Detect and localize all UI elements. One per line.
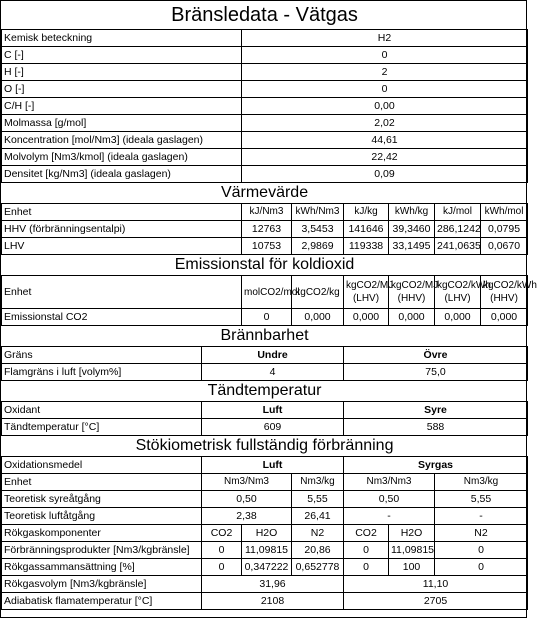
section-title-ignition: Tändtemperatur xyxy=(2,381,528,402)
section-title-heat: Värmevärde xyxy=(2,183,528,204)
section-title-emission: Emissionstal för koldioxid xyxy=(2,255,528,276)
stoich-air-need-row: Teoretisk luftåtgång 2,38 26,41 - - xyxy=(2,508,528,525)
flammability-row: Flamgräns i luft [volym%] 4 75,0 xyxy=(2,364,528,381)
emission-unit-row: Enhet molCO2/mol kgCO2/kg kgCO2/MJ (LHV) kgCO2/MJ (HHV) kgCO2/kWh (LHV) kgCO2/kWh (HHV) xyxy=(2,276,528,309)
heat-unit-row: Enhet kJ/Nm3 kWh/Nm3 kJ/kg kWh/kg kJ/mol kWh/mol xyxy=(2,204,528,221)
section-title-stoich: Stökiometrisk fullständig förbränning xyxy=(2,436,528,457)
stoich-oxygen-need-row: Teoretisk syreåtgång 0,50 5,55 0,50 5,55 xyxy=(2,491,528,508)
stoich-components-row: Rökgaskomponenter CO2 H2O N2 CO2 H2O N2 xyxy=(2,525,528,542)
stoich-composition-row: Rökgassammansättning [%] 0 0,347222 0,652778 0 100 0 xyxy=(2,559,528,576)
basic-row: Densitet [kg/Nm3] (ideala gaslagen) 0,09 xyxy=(2,166,528,183)
heat-row-lhv: LHV 10753 2,9869 119338 33,1495 241,0635 0,0670 xyxy=(2,238,528,255)
ignition-row: Tändtemperatur [°C] 609 588 xyxy=(2,419,528,436)
basic-row: C/H [-] 0,00 xyxy=(2,98,528,115)
stoich-oxidant-row: Oxidationsmedel Luft Syrgas xyxy=(2,457,528,474)
stoich-volume-row: Rökgasvolym [Nm3/kgbränsle] 31,96 11,10 xyxy=(2,576,528,593)
basic-row: Molvolym [Nm3/kmol] (ideala gaslagen) 22,42 xyxy=(2,149,528,166)
emission-row: Emissionstal CO2 0 0,000 0,000 0,000 0,000 0,000 xyxy=(2,309,528,326)
section-title-flammability: Brännbarhet xyxy=(2,326,528,347)
stoich-products-row: Förbränningsprodukter [Nm3/kgbränsle] 0 11,09815 20,86 0 11,09815 0 xyxy=(2,542,528,559)
heat-row-hhv: HHV (förbränningsentalpi) 12763 3,5453 141646 39,3460 286,1242 0,0795 xyxy=(2,221,528,238)
flammability-header-row: Gräns Undre Övre xyxy=(2,347,528,364)
basic-row: Molmassa [g/mol] 2,02 xyxy=(2,115,528,132)
stoich-unit-row: Enhet Nm3/Nm3 Nm3/kg Nm3/Nm3 Nm3/kg xyxy=(2,474,528,491)
basic-row: Kemisk beteckning H2 xyxy=(2,30,528,47)
fuel-data-table xyxy=(1,1,537,610)
basic-row: C [-] 0 xyxy=(2,47,528,64)
stoich-flame-temp-row: Adiabatisk flamatemperatur [°C] 2108 2705 xyxy=(2,593,528,610)
page-title: Bränsledata - Vätgas xyxy=(171,4,358,26)
basic-row: Koncentration [mol/Nm3] (ideala gaslagen) 44,61 xyxy=(2,132,528,149)
basic-row: H [-] 2 xyxy=(2,64,528,81)
ignition-header-row: Oxidant Luft Syre xyxy=(2,402,528,419)
basic-row: O [-] 0 xyxy=(2,81,528,98)
